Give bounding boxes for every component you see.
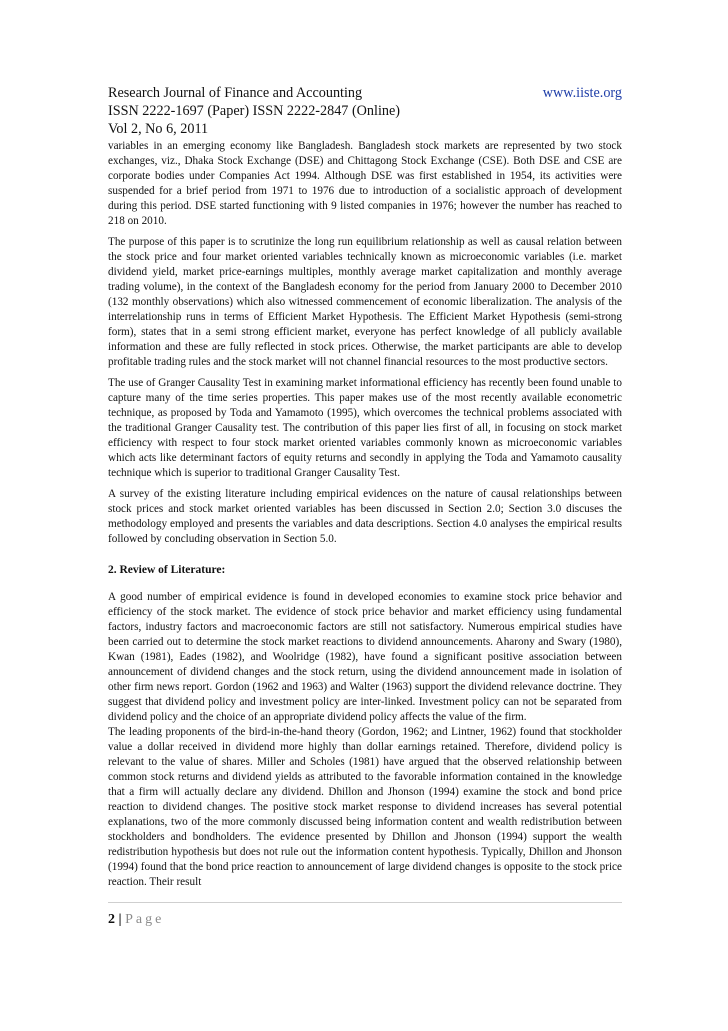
article-body — [108, 139, 622, 896]
volume-line: Vol 2, No 6, 2011 — [108, 121, 209, 137]
header-line-1 — [108, 84, 622, 102]
journal-title: Research Journal of Finance and Accounting — [108, 85, 363, 101]
paragraph-5: A good number of empirical evidence is found in developed economies to examine stock price behavior and efficiency of the stock market. The evidence of stock price behavior and market efficiency using fundamental factors, industry factors and macroeconomic factors are still not satisfactory. Numerous empirical studies have been carried out to determine the stock market reactions to dividend announcements. Aharony and Swary (1980), Kwan (1981), Eades (1982), and Woolridge (1982), have found a significant positive association between announcement of dividend changes and the stock return, using the dividend announcement made in isolation of other firm news report. Gordon (1962 and 1963) and Walter (1963) support the dividend relevance doctrine. They suggest that dividend policy and investment policy are inter-linked. Investment policy can not be separated from dividend policy and the choice of an appropriate dividend policy affects the value of the firm. — [108, 591, 622, 723]
paragraph-3: The use of Granger Causality Test in examining market informational efficiency has recently been found unable to capture many of the time series properties. This paper makes use of the most recently available econometric technique, as proposed by Toda and Yamamoto (1995), which overcomes the technical problems associated with the traditional Granger Causality test. The contribution of this paper lies first of all, in focusing on stock market efficiency with respect to four stock market oriented variables commonly known as microeconomic variables which acts like determinant factors of equity returns and secondly in applying the Toda and Yamamoto causality technique which is superior to traditional Granger Causality Test. — [108, 377, 622, 479]
issn-line: ISSN 2222-1697 (Paper) ISSN 2222-2847 (Online) — [108, 103, 401, 119]
paragraph-1: variables in an emerging economy like Bangladesh. Bangladesh stock markets are represented by two stock exchanges, viz., Dhaka Stock Exchange (DSE) and Chittagong Stock Exchange (CSE). Both DSE and CSE are corporate bodies under Companies Act 1994. Although DSE was first established in 1954, its activities were suspended for a brief period from 1971 to 1976 due to introduction of a socialistic approach of development during this period. DSE started functioning with 9 listed companies in 1976; however the number has reached to 218 on 2010. — [108, 140, 622, 227]
page-header — [108, 84, 622, 138]
journal-website-link[interactable]: www.iiste.org — [542, 85, 622, 101]
page-number: 2 — [108, 912, 115, 927]
paragraph-6: The leading proponents of the bird-in-the-hand theory (Gordon, 1962; and Lintner, 1962) found that stockholder value a dollar received in dividend more highly than dollar earnings retained. Therefore, dividend policy is relevant to the value of shares. Miller and Scholes (1981) have argued that the observed relationship between common stock returns and dividend yields as attributed to the favorable information contained in the knowledge that a firm will actually declare any dividend. Dhillon and Jhonson (1994) examine the stock and bond price reaction to dividend changes. The positive stock market response to dividend increases has several potential explanations, two of the more commonly discussed being information content and wealth redistribution between stockholders and bondholders. The evidence presented by Dhillon and Jhonson (1994) support the wealth redistribution hypothesis but does not rule out the information content hypothesis. Typically, Dhillon and Jhonson (1994) found that the bond price reaction to announcement of large dividend changes is opposite to the stock price reaction. Their result — [108, 726, 622, 888]
page-footer — [108, 911, 164, 929]
paragraph-4: A survey of the existing literature including empirical evidences on the nature of causal relationships between stock prices and stock market oriented variables has been discussed in Section 2.0; Section 3.0 discuses the methodology employed and presents the variables and data descriptions. Section 4.0 analyses the empirical results followed by concluding observation in Section 5.0. — [108, 488, 622, 545]
paragraph-2: The purpose of this paper is to scrutinize the long run equilibrium relationship as well as causal relation between the stock price and four market oriented variables technically known as microeconomic variables (i.e. market dividend yield, market price-earnings multiples, monthly average market capitalization and monthly average trading volume), in the context of the Bangladesh economy for the period from January 2000 to December 2010 (132 monthly observations) which also witnessed commencement of economic liberalization. The analysis of the interrelationship runs in terms of Efficient Market Hypothesis. The Efficient Market Hypothesis (semi-strong form), states that in a semi strong efficient market, everyone has perfect knowledge of all publicly available information and these are fully reflected in stock prices. Otherwise, the market participants are able to develop profitable trading rules and the stock market will not channel financial resources to the most productive sectors. — [108, 236, 622, 368]
footer-divider — [108, 902, 622, 903]
section-heading: 2. Review of Literature: — [108, 564, 226, 576]
footer-separator: | — [115, 912, 126, 927]
page-label: Page — [125, 912, 165, 927]
